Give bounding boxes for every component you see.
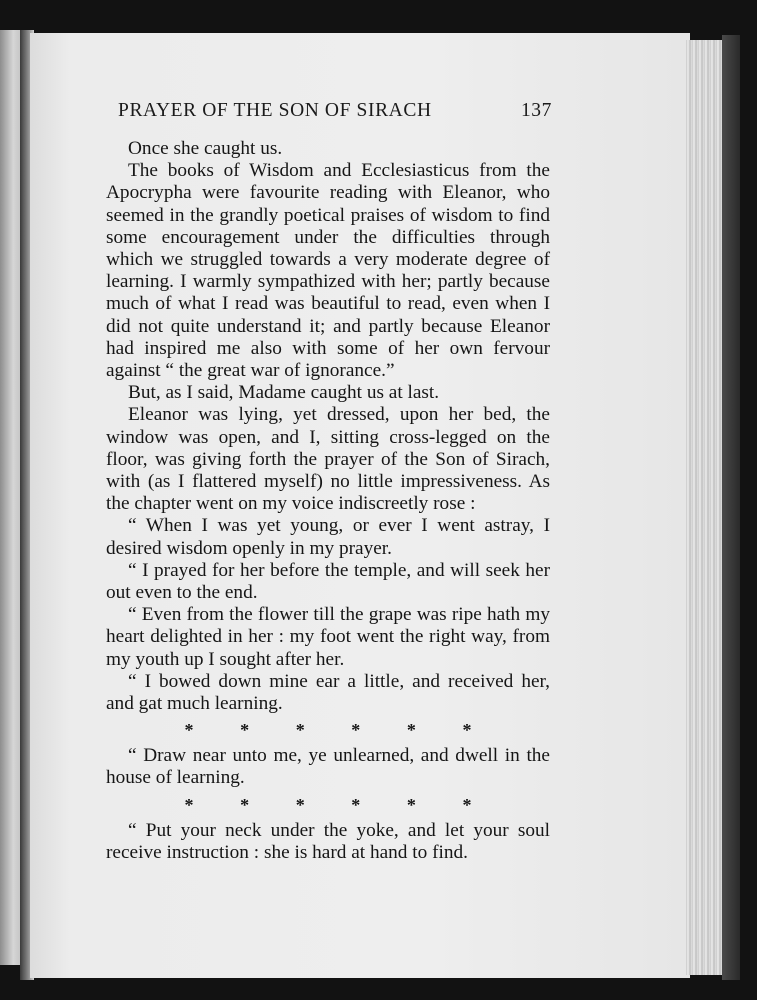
chapter-title: PRAYER OF THE SON OF SIRACH	[118, 100, 432, 121]
running-head	[118, 100, 552, 122]
paragraph: “ Put your neck under the yoke, and let your soul receive instruction : she is hard at hand to find.	[106, 819, 550, 863]
asterisk: *	[406, 720, 416, 741]
paragraph: Eleanor was lying, yet dressed, upon her bed, the window was open, and I, sitting cross-legged on the floor, was giving forth the prayer of the Son of Sirach, with (as I flattered myself) no little impressiveness. As the chapter went on my voice indiscreetly rose :	[106, 404, 550, 515]
asterisk: *	[351, 794, 361, 815]
body-text	[106, 138, 550, 864]
page-number: 137	[520, 100, 552, 121]
asterisk: *	[184, 720, 194, 741]
asterisk: *	[406, 794, 416, 815]
paragraph: But, as I said, Madame caught us at last.	[128, 382, 440, 404]
asterisk: *	[295, 720, 305, 741]
asterisk: *	[351, 720, 361, 741]
section-separator	[106, 790, 550, 814]
asterisk: *	[240, 720, 250, 741]
paragraph: The books of Wisdom and Ecclesiasticus from the Apocrypha were favourite reading with Eleanor, who seemed in the grandly poetical praises of wisdom to find some encouragement under the difficulties through which we struggled towards a very moderate degree of learning. I warmly sympathized with her; partly because much of what I read was beautiful to read, even when I did not quite understand it; and partly because Eleanor had inspired me also with some of her own fervour against “ the great war of ignorance.”	[106, 160, 550, 382]
asterisk: *	[240, 794, 250, 815]
paragraph: “ I prayed for her before the temple, and will seek her out even to the end.	[106, 559, 550, 604]
asterisk: *	[184, 794, 194, 815]
paragraph: “ When I was yet young, or ever I went astray, I desired wisdom openly in my prayer.	[106, 515, 550, 559]
section-separator	[106, 715, 550, 739]
paragraph: “ Even from the flower till the grape was ripe hath my heart delighted in her : my foot went the right way, from my youth up I sought after her.	[106, 604, 550, 670]
page-stack-edges	[686, 40, 726, 975]
book-cover-edge	[722, 35, 740, 980]
asterisk: *	[295, 794, 305, 815]
asterisk: *	[462, 794, 472, 815]
asterisk: *	[462, 720, 472, 741]
paragraph: Once she caught us.	[128, 138, 283, 159]
paragraph: “ I bowed down mine ear a little, and received her, and gat much learning.	[106, 670, 550, 715]
paragraph: “ Draw near unto me, ye unlearned, and dwell in the house of learning.	[106, 745, 550, 789]
